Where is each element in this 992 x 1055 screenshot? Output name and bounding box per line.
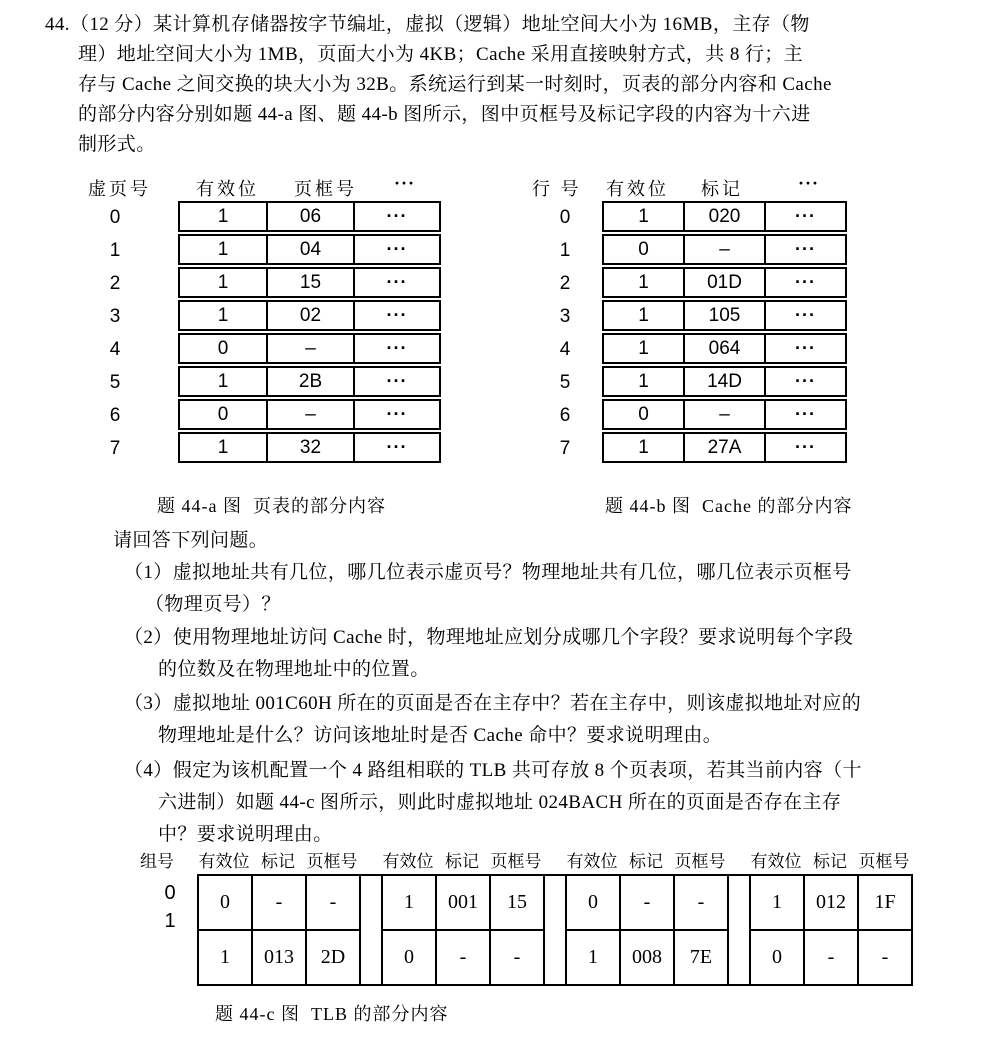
tlb-group-label: 1 — [164, 910, 176, 932]
dots-cell: ··· — [764, 333, 847, 364]
cache-table-caption: 题 44-b 图 Cache 的部分内容 — [605, 496, 853, 516]
table-row — [602, 432, 847, 463]
frame-cell: 15 — [266, 267, 355, 298]
cache-line-label: 7 — [559, 438, 571, 459]
table-row — [178, 267, 441, 298]
vpn-label: 6 — [109, 405, 121, 426]
valid-cell: 0 — [750, 930, 804, 985]
intro-line: 的部分内容分别如题 44-a 图、题 44-b 图所示，图中页框号及标记字段的内容为十六进 — [78, 104, 811, 125]
frame-cell: 2D — [306, 930, 360, 985]
question-4-line: 中？要求说明理由。 — [158, 824, 333, 845]
frame-cell: – — [266, 399, 355, 430]
questions-prompt: 请回答下列问题。 — [113, 530, 269, 551]
page-table-header-vpn: 虚页号 — [88, 179, 151, 199]
question-2-line: （2）使用物理地址访问 Cache 时，物理地址应划分成哪几个字段？要求说明每个字段 — [124, 627, 854, 648]
valid-cell: 1 — [178, 234, 268, 265]
table-row — [602, 300, 847, 331]
valid-cell: 1 — [602, 333, 685, 364]
dots-cell: ··· — [764, 366, 847, 397]
table-row — [602, 267, 847, 298]
tlb-header-valid: 有效位 — [750, 852, 802, 871]
frame-cell: 02 — [266, 300, 355, 331]
tag-cell: - — [620, 875, 674, 930]
table-row — [178, 234, 441, 265]
table-row — [602, 366, 847, 397]
tag-cell: - — [804, 930, 858, 985]
tag-cell: – — [683, 234, 766, 265]
dots-cell: ··· — [764, 234, 847, 265]
tag-cell: - — [252, 875, 306, 930]
frame-cell: 2B — [266, 366, 355, 397]
tlb-header-valid: 有效位 — [382, 852, 434, 871]
table-row — [178, 300, 441, 331]
valid-cell: 0 — [198, 875, 252, 930]
table-row — [178, 201, 441, 232]
page-table-header-dots: ··· — [394, 173, 416, 193]
tag-cell: 020 — [683, 201, 766, 232]
page-table-caption: 题 44-a 图 页表的部分内容 — [157, 496, 386, 516]
table-row — [178, 399, 441, 430]
valid-cell: 1 — [178, 267, 268, 298]
way-separator — [728, 875, 750, 985]
intro-line: 存与 Cache 之间交换的块大小为 32B。系统运行到某一时刻时，页表的部分内容和 Cache — [78, 74, 832, 95]
cache-table-header-line: 行 号 — [532, 179, 582, 199]
frame-cell: – — [266, 333, 355, 364]
table-row — [178, 432, 441, 463]
dots-cell: ··· — [353, 267, 441, 298]
tlb-way-header — [749, 847, 911, 872]
tlb-header-valid: 有效位 — [198, 852, 250, 871]
cache-table — [602, 201, 847, 465]
table-row — [602, 333, 847, 364]
intro-line: 44.（12 分）某计算机存储器按字节编址，虚拟（逻辑）地址空间大小为 16MB，主存（物 — [45, 14, 810, 35]
valid-cell: 1 — [178, 432, 268, 463]
valid-cell: 1 — [178, 300, 268, 331]
page-table-header-frame: 页框号 — [294, 179, 357, 199]
dots-cell: ··· — [353, 201, 441, 232]
frame-cell: 04 — [266, 234, 355, 265]
tlb-table-caption: 题 44-c 图 TLB 的部分内容 — [215, 1004, 449, 1024]
question-3-line: （3）虚拟地址 001C60H 所在的页面是否在主存中？若在主存中，则该虚拟地址对应的 — [124, 693, 862, 714]
intro-line: 理）地址空间大小为 1MB，页面大小为 4KB；Cache 采用直接映射方式，共 8 行；主 — [78, 44, 804, 65]
dots-cell: ··· — [353, 300, 441, 331]
tlb-table — [197, 874, 913, 986]
dots-cell: ··· — [764, 267, 847, 298]
valid-cell: 1 — [602, 201, 685, 232]
valid-cell: 0 — [178, 399, 268, 430]
dots-cell: ··· — [764, 201, 847, 232]
cache-line-label: 5 — [559, 372, 571, 393]
valid-cell: 0 — [602, 399, 685, 430]
valid-cell: 1 — [178, 366, 268, 397]
dots-cell: ··· — [353, 366, 441, 397]
dots-cell: ··· — [764, 300, 847, 331]
dots-cell: ··· — [764, 432, 847, 463]
tlb-header-group: 组号 — [140, 852, 174, 871]
frame-cell: - — [306, 875, 360, 930]
valid-cell: 1 — [198, 930, 252, 985]
tlb-header-tag: 标记 — [813, 852, 847, 871]
question-1-line: （1）虚拟地址共有几位，哪几位表示虚页号？物理地址共有几位，哪几位表示页框号 — [124, 562, 852, 583]
cache-line-label: 3 — [559, 306, 571, 327]
frame-cell: 06 — [266, 201, 355, 232]
tag-cell: 27A — [683, 432, 766, 463]
cache-line-label: 6 — [559, 405, 571, 426]
question-1-line: （物理页号）？ — [145, 594, 281, 615]
tlb-way-header — [565, 847, 727, 872]
frame-cell: - — [674, 875, 728, 930]
tlb-row-set0 — [198, 875, 912, 930]
cache-line-label: 0 — [559, 207, 571, 228]
tag-cell: 14D — [683, 366, 766, 397]
frame-cell: - — [490, 930, 544, 985]
tlb-header-frame: 页框号 — [490, 852, 542, 871]
dots-cell: ··· — [353, 399, 441, 430]
tlb-header-tag: 标记 — [445, 852, 479, 871]
tlb-header-tag: 标记 — [261, 852, 295, 871]
tag-cell: 064 — [683, 333, 766, 364]
cache-line-label: 4 — [559, 339, 571, 360]
intro-line: 制形式。 — [78, 134, 156, 155]
valid-cell: 0 — [566, 875, 620, 930]
tlb-way-header — [381, 847, 543, 872]
question-3-line: 物理地址是什么？访问该地址时是否 Cache 命中？要求说明理由。 — [158, 725, 723, 746]
valid-cell: 1 — [602, 432, 685, 463]
dots-cell: ··· — [353, 432, 441, 463]
page-table-header-valid: 有效位 — [196, 179, 259, 199]
vpn-label: 5 — [109, 372, 121, 393]
valid-cell: 0 — [178, 333, 268, 364]
tag-cell: 013 — [252, 930, 306, 985]
cache-table-header-dots: ··· — [798, 173, 820, 193]
valid-cell: 1 — [602, 300, 685, 331]
valid-cell: 1 — [178, 201, 268, 232]
way-separator — [360, 875, 382, 985]
tag-cell: 001 — [436, 875, 490, 930]
cache-line-label: 1 — [559, 240, 571, 261]
valid-cell: 1 — [382, 875, 436, 930]
valid-cell: 0 — [602, 234, 685, 265]
vpn-label: 7 — [109, 438, 121, 459]
tag-cell: 008 — [620, 930, 674, 985]
vpn-label: 2 — [109, 273, 121, 294]
question-4-line: 六进制）如题 44-c 图所示，则此时虚拟地址 024BACH 所在的页面是否存在主存 — [158, 792, 842, 813]
tlb-header-tag: 标记 — [629, 852, 663, 871]
tag-cell: – — [683, 399, 766, 430]
tlb-header-frame: 页框号 — [858, 852, 910, 871]
tlb-header-valid: 有效位 — [566, 852, 618, 871]
valid-cell: 1 — [566, 930, 620, 985]
tlb-header-row — [197, 847, 933, 872]
tag-cell: 105 — [683, 300, 766, 331]
tlb-header-frame: 页框号 — [674, 852, 726, 871]
dots-cell: ··· — [353, 333, 441, 364]
dots-cell: ··· — [764, 399, 847, 430]
page-table — [178, 201, 441, 465]
tag-cell: - — [436, 930, 490, 985]
tlb-header-frame: 页框号 — [306, 852, 358, 871]
table-row — [602, 234, 847, 265]
vpn-label: 4 — [109, 339, 121, 360]
question-2-line: 的位数及在物理地址中的位置。 — [158, 659, 430, 680]
tlb-group-label: 0 — [164, 882, 176, 904]
valid-cell: 0 — [382, 930, 436, 985]
frame-cell: 7E — [674, 930, 728, 985]
vpn-label: 0 — [109, 207, 121, 228]
valid-cell: 1 — [750, 875, 804, 930]
table-row — [178, 366, 441, 397]
question-4-line: （4）假定为该机配置一个 4 路组相联的 TLB 共可存放 8 个页表项，若其当前内容（十 — [124, 760, 862, 781]
vpn-label: 1 — [109, 240, 121, 261]
valid-cell: 1 — [602, 366, 685, 397]
dots-cell: ··· — [353, 234, 441, 265]
frame-cell: 1F — [858, 875, 912, 930]
tlb-way-header — [197, 847, 359, 872]
frame-cell: 15 — [490, 875, 544, 930]
valid-cell: 1 — [602, 267, 685, 298]
frame-cell: - — [858, 930, 912, 985]
way-separator — [544, 875, 566, 985]
cache-table-header-valid: 有效位 — [606, 179, 669, 199]
cache-line-label: 2 — [559, 273, 571, 294]
table-row — [178, 333, 441, 364]
tag-cell: 012 — [804, 875, 858, 930]
table-row — [602, 201, 847, 232]
vpn-label: 3 — [109, 306, 121, 327]
frame-cell: 32 — [266, 432, 355, 463]
table-row — [602, 399, 847, 430]
cache-table-header-tag: 标记 — [701, 179, 743, 199]
tag-cell: 01D — [683, 267, 766, 298]
